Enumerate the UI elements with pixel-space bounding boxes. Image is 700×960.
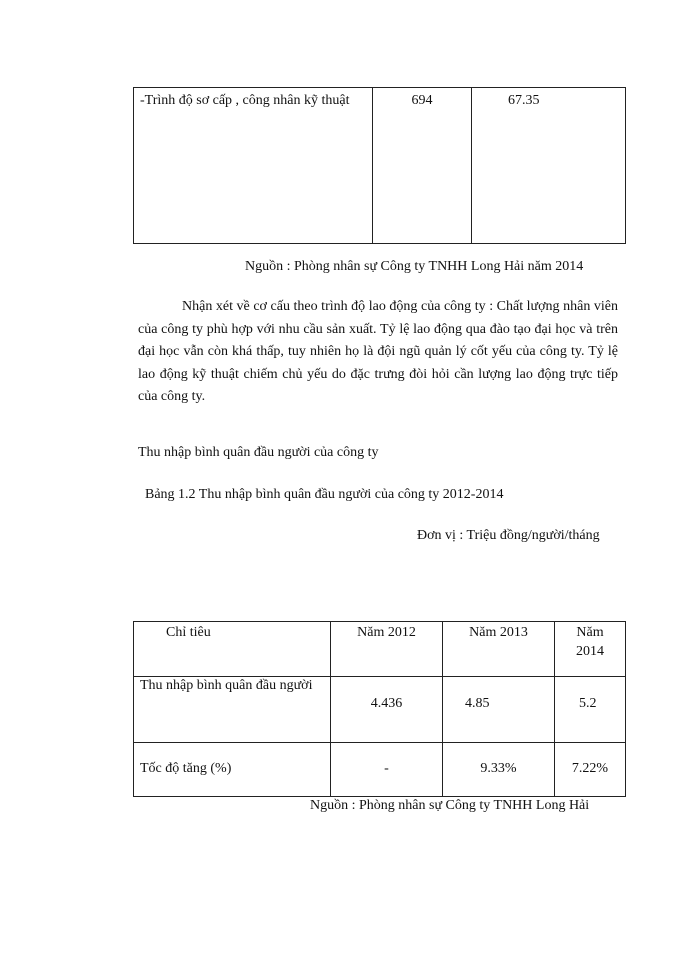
header-year-2014: Năm 2014 <box>555 622 626 677</box>
workforce-table-continuation <box>133 87 626 244</box>
value-2013-cell: 4.85 <box>443 677 555 743</box>
table-header-row <box>134 622 626 677</box>
value-2012-cell: - <box>331 743 443 797</box>
table2-source-note: Nguồn : Phòng nhân sự Công ty TNHH Long Hải <box>310 798 590 813</box>
table-row <box>134 88 626 244</box>
header-year-2013: Năm 2013 <box>443 622 555 677</box>
row-label-cell: Tốc độ tăng (%) <box>134 743 331 797</box>
value-2014-cell: 7.22% <box>555 743 626 797</box>
row-label-cell: -Trình độ sơ cấp , công nhân kỹ thuật <box>134 88 373 244</box>
header-year-2012: Năm 2012 <box>331 622 443 677</box>
section-subheading: Thu nhập bình quân đầu người của công ty <box>138 445 379 460</box>
value-2014-cell: 5.2 <box>555 677 626 743</box>
value-2013-cell: 9.33% <box>443 743 555 797</box>
table2-unit-note: Đơn vị : Triệu đồng/người/tháng <box>417 528 600 543</box>
row-count-cell: 694 <box>373 88 472 244</box>
income-table <box>133 621 626 797</box>
table2-caption: Bảng 1.2 Thu nhập bình quân đầu người của công ty 2012-2014 <box>145 487 504 502</box>
table-row <box>134 677 626 743</box>
row-label-cell: Thu nhập bình quân đầu người <box>134 677 331 743</box>
header-indicator: Chỉ tiêu <box>134 622 331 677</box>
table-row <box>134 743 626 797</box>
table1-source-note: Nguồn : Phòng nhân sự Công ty TNHH Long Hải năm 2014 <box>245 259 584 274</box>
analysis-paragraph: Nhận xét về cơ cấu theo trình độ lao động của công ty : Chất lượng nhân viên của công ty phù hợp với nhu cầu sản xuất. Tỷ lệ lao động qua đào tạo đại học và trên đại học vẫn còn khá thấp, tuy nhiên họ là đội ngũ quản lý cốt yếu của công ty. Tỷ lệ lao động kỹ thuật chiếm chủ yếu do đặc trưng đòi hỏi cần lượng lao động trực tiếp của công ty. <box>138 299 618 405</box>
row-percent-cell: 67.35 <box>472 88 626 244</box>
value-2012-cell: 4.436 <box>331 677 443 743</box>
